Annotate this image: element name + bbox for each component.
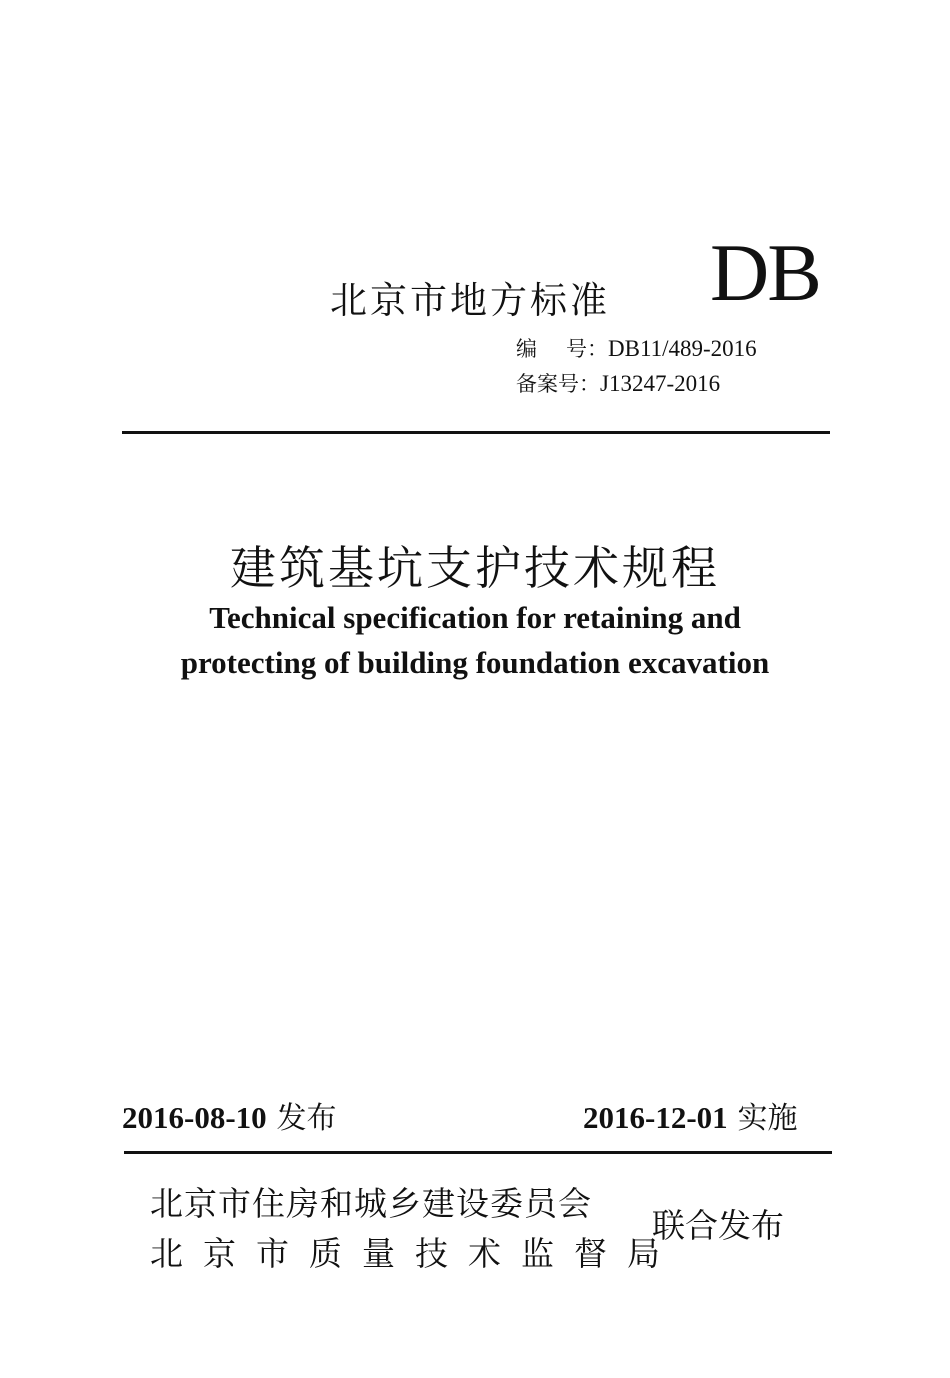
publisher-org-2: 北京市质量技术监督局 (150, 1234, 680, 1273)
standard-code-line (516, 333, 757, 363)
implementation-date (583, 1093, 798, 1137)
top-divider (122, 431, 830, 434)
title-chinese: 建筑基坑支护技术规程 (230, 541, 720, 595)
impl-date-value: 2016-12-01 (583, 1100, 728, 1135)
code-label-b: 号： (566, 337, 608, 361)
issue-date-value: 2016-08-10 (122, 1100, 267, 1135)
title-english-line-2: protecting of building foundation excavation (180, 645, 770, 680)
db-mark: DB (710, 227, 820, 318)
issue-date (122, 1093, 337, 1137)
issue-date-word: 发布 (276, 1101, 337, 1136)
standard-type: 北京市地方标准 (330, 279, 610, 322)
publisher-org-1: 北京市住房和城乡建设委员会 (150, 1184, 592, 1223)
impl-date-word: 实施 (737, 1101, 798, 1136)
standard-code: DB11/489-2016 (608, 336, 757, 361)
bottom-divider (124, 1151, 832, 1154)
record-code-line (516, 368, 720, 398)
code-label-a: 编 (516, 337, 537, 361)
joint-publication: 联合发布 (652, 1206, 784, 1245)
record-label: 备案号： (516, 372, 600, 396)
title-english-line-1: Technical specification for retaining and (209, 600, 741, 635)
record-code: J13247-2016 (600, 371, 721, 396)
